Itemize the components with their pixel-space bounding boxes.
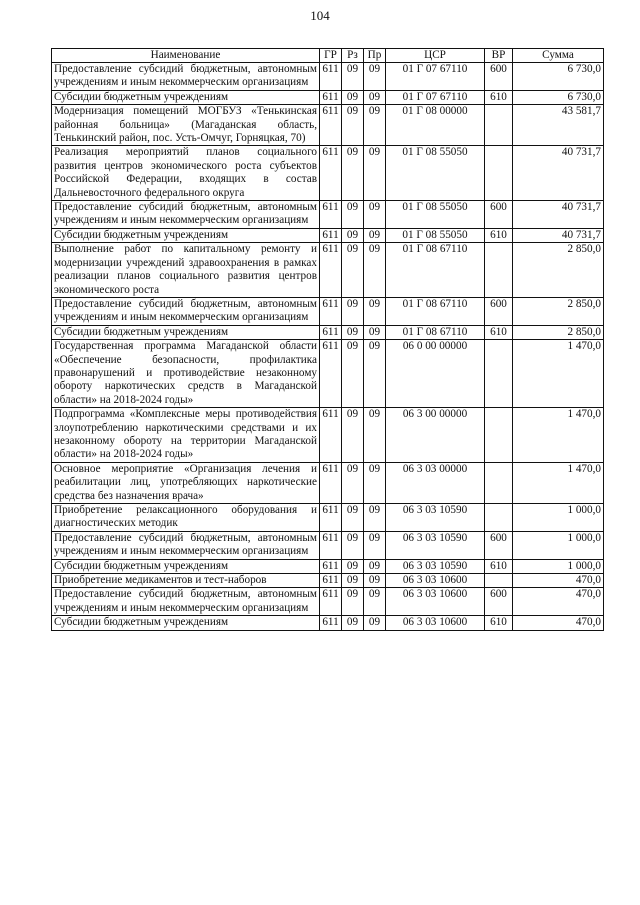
cell-vr <box>485 243 513 298</box>
cell-pr: 09 <box>364 462 386 503</box>
cell-pr: 09 <box>364 228 386 242</box>
column-header-pr: Пр <box>364 49 386 63</box>
table-row <box>52 531 604 559</box>
cell-csr: 06 3 03 00000 <box>386 462 485 503</box>
cell-rz: 09 <box>342 146 364 201</box>
cell-pr: 09 <box>364 325 386 339</box>
cell-vr: 610 <box>485 559 513 573</box>
cell-pr: 09 <box>364 531 386 559</box>
cell-name: Предоставление субсидий бюджетным, автономным учреждениям и иным некоммерческим организациям <box>52 531 320 559</box>
cell-gr: 611 <box>320 462 342 503</box>
cell-gr: 611 <box>320 504 342 532</box>
cell-name: Предоставление субсидий бюджетным, автономным учреждениям и иным некоммерческим организациям <box>52 588 320 616</box>
cell-vr <box>485 504 513 532</box>
cell-sum: 40 731,7 <box>513 201 604 229</box>
table-row <box>52 340 604 408</box>
cell-sum: 1 000,0 <box>513 531 604 559</box>
cell-name: Выполнение работ по капитальному ремонту и модернизации учреждений здравоохранения в рамках реализации планов социального развития центров экономического роста <box>52 243 320 298</box>
cell-vr <box>485 105 513 146</box>
cell-vr <box>485 408 513 463</box>
cell-pr: 09 <box>364 340 386 408</box>
cell-csr: 06 3 03 10600 <box>386 588 485 616</box>
cell-vr: 600 <box>485 531 513 559</box>
budget-table <box>51 48 604 631</box>
cell-gr: 611 <box>320 616 342 630</box>
cell-gr: 611 <box>320 105 342 146</box>
cell-csr: 06 3 03 10590 <box>386 559 485 573</box>
cell-name: Субсидии бюджетным учреждениям <box>52 616 320 630</box>
cell-name: Приобретение релаксационного оборудования и диагностических методик <box>52 504 320 532</box>
cell-sum: 470,0 <box>513 574 604 588</box>
cell-gr: 611 <box>320 574 342 588</box>
table-row <box>52 559 604 573</box>
cell-sum: 2 850,0 <box>513 243 604 298</box>
cell-sum: 40 731,7 <box>513 228 604 242</box>
cell-csr: 01 Г 08 55050 <box>386 228 485 242</box>
cell-vr: 610 <box>485 325 513 339</box>
cell-rz: 09 <box>342 408 364 463</box>
cell-pr: 09 <box>364 574 386 588</box>
cell-name: Подпрограмма «Комплексные меры противодействия злоупотреблению наркотическими средствами и их незаконному обороту на территории Магаданской области» на 2018-2024 годы» <box>52 408 320 463</box>
cell-gr: 611 <box>320 243 342 298</box>
cell-gr: 611 <box>320 559 342 573</box>
cell-csr: 01 Г 07 67110 <box>386 90 485 104</box>
table-row <box>52 462 604 503</box>
cell-gr: 611 <box>320 340 342 408</box>
table-row <box>52 146 604 201</box>
cell-sum: 2 850,0 <box>513 325 604 339</box>
cell-csr: 06 3 03 10600 <box>386 616 485 630</box>
cell-sum: 1 000,0 <box>513 559 604 573</box>
table-row <box>52 574 604 588</box>
cell-csr: 06 3 03 10590 <box>386 504 485 532</box>
cell-pr: 09 <box>364 588 386 616</box>
column-header-csr: ЦСР <box>386 49 485 63</box>
table-row <box>52 63 604 91</box>
table-header-row <box>52 49 604 63</box>
cell-rz: 09 <box>342 504 364 532</box>
page-number: 104 <box>310 8 330 23</box>
cell-csr: 01 Г 08 00000 <box>386 105 485 146</box>
cell-pr: 09 <box>364 105 386 146</box>
cell-csr: 01 Г 08 55050 <box>386 201 485 229</box>
cell-sum: 43 581,7 <box>513 105 604 146</box>
column-header-name: Наименование <box>52 49 320 63</box>
cell-name: Приобретение медикаментов и тест-наборов <box>52 574 320 588</box>
cell-csr: 01 Г 08 67110 <box>386 325 485 339</box>
cell-name: Основное мероприятие «Организация лечения и реабилитации лиц, употребляющих наркотические средства без назначения врача» <box>52 462 320 503</box>
table-row <box>52 201 604 229</box>
table-row <box>52 325 604 339</box>
cell-gr: 611 <box>320 325 342 339</box>
cell-name: Предоставление субсидий бюджетным, автономным учреждениям и иным некоммерческим организациям <box>52 201 320 229</box>
cell-name: Субсидии бюджетным учреждениям <box>52 228 320 242</box>
cell-sum: 40 731,7 <box>513 146 604 201</box>
cell-vr: 610 <box>485 228 513 242</box>
cell-gr: 611 <box>320 531 342 559</box>
cell-csr: 01 Г 08 55050 <box>386 146 485 201</box>
table-row <box>52 297 604 325</box>
cell-rz: 09 <box>342 616 364 630</box>
table-body <box>52 63 604 631</box>
cell-name: Реализация мероприятий планов социального развития центров экономического роста субъектов Российской Федерации, входящих в состав Дальневосточного федерального округа <box>52 146 320 201</box>
cell-pr: 09 <box>364 559 386 573</box>
cell-csr: 06 3 03 10590 <box>386 531 485 559</box>
cell-gr: 611 <box>320 408 342 463</box>
table-row <box>52 588 604 616</box>
cell-rz: 09 <box>342 574 364 588</box>
cell-csr: 06 3 03 10600 <box>386 574 485 588</box>
cell-gr: 611 <box>320 146 342 201</box>
cell-sum: 6 730,0 <box>513 90 604 104</box>
table-row <box>52 243 604 298</box>
column-header-sum: Сумма <box>513 49 604 63</box>
cell-rz: 09 <box>342 243 364 298</box>
cell-name: Субсидии бюджетным учреждениям <box>52 559 320 573</box>
cell-vr: 600 <box>485 201 513 229</box>
cell-sum: 1 470,0 <box>513 408 604 463</box>
cell-csr: 01 Г 07 67110 <box>386 63 485 91</box>
cell-gr: 611 <box>320 90 342 104</box>
cell-vr: 600 <box>485 63 513 91</box>
cell-rz: 09 <box>342 588 364 616</box>
cell-csr: 06 0 00 00000 <box>386 340 485 408</box>
table-row <box>52 90 604 104</box>
cell-pr: 09 <box>364 243 386 298</box>
table-row <box>52 616 604 630</box>
cell-vr: 610 <box>485 90 513 104</box>
cell-name: Субсидии бюджетным учреждениям <box>52 325 320 339</box>
cell-sum: 6 730,0 <box>513 63 604 91</box>
cell-sum: 1 000,0 <box>513 504 604 532</box>
cell-name: Государственная программа Магаданской области «Обеспечение безопасности, профилактика правонарушений и противодействие незаконному обороту наркотических средств в Магаданской области» на 2018-2024 годы» <box>52 340 320 408</box>
cell-pr: 09 <box>364 63 386 91</box>
cell-rz: 09 <box>342 90 364 104</box>
cell-rz: 09 <box>342 63 364 91</box>
cell-name: Предоставление субсидий бюджетным, автономным учреждениям и иным некоммерческим организациям <box>52 297 320 325</box>
cell-vr <box>485 146 513 201</box>
cell-rz: 09 <box>342 559 364 573</box>
cell-vr <box>485 574 513 588</box>
cell-vr <box>485 462 513 503</box>
cell-rz: 09 <box>342 228 364 242</box>
cell-sum: 470,0 <box>513 616 604 630</box>
cell-rz: 09 <box>342 462 364 503</box>
cell-rz: 09 <box>342 325 364 339</box>
table-row <box>52 408 604 463</box>
cell-rz: 09 <box>342 297 364 325</box>
cell-rz: 09 <box>342 531 364 559</box>
cell-pr: 09 <box>364 616 386 630</box>
cell-gr: 611 <box>320 297 342 325</box>
cell-sum: 2 850,0 <box>513 297 604 325</box>
cell-sum: 470,0 <box>513 588 604 616</box>
cell-pr: 09 <box>364 90 386 104</box>
cell-pr: 09 <box>364 146 386 201</box>
table-row <box>52 504 604 532</box>
cell-pr: 09 <box>364 201 386 229</box>
cell-name: Модернизация помещений МОГБУЗ «Тенькинская районная больница» (Магаданская область, Тенькинский район, пос. Усть-Омчуг, Горняцкая, 70) <box>52 105 320 146</box>
cell-vr: 600 <box>485 588 513 616</box>
cell-csr: 01 Г 08 67110 <box>386 243 485 298</box>
cell-rz: 09 <box>342 340 364 408</box>
cell-vr: 600 <box>485 297 513 325</box>
cell-name: Предоставление субсидий бюджетным, автономным учреждениям и иным некоммерческим организациям <box>52 63 320 91</box>
cell-gr: 611 <box>320 201 342 229</box>
column-header-vr: ВР <box>485 49 513 63</box>
cell-pr: 09 <box>364 504 386 532</box>
cell-sum: 1 470,0 <box>513 462 604 503</box>
column-header-rz: Рз <box>342 49 364 63</box>
cell-rz: 09 <box>342 201 364 229</box>
cell-rz: 09 <box>342 105 364 146</box>
cell-pr: 09 <box>364 408 386 463</box>
cell-csr: 06 3 00 00000 <box>386 408 485 463</box>
cell-sum: 1 470,0 <box>513 340 604 408</box>
cell-pr: 09 <box>364 297 386 325</box>
cell-name: Субсидии бюджетным учреждениям <box>52 90 320 104</box>
cell-gr: 611 <box>320 228 342 242</box>
table-row <box>52 105 604 146</box>
cell-gr: 611 <box>320 63 342 91</box>
cell-csr: 01 Г 08 67110 <box>386 297 485 325</box>
table-row <box>52 228 604 242</box>
cell-vr <box>485 340 513 408</box>
column-header-gr: ГР <box>320 49 342 63</box>
cell-gr: 611 <box>320 588 342 616</box>
cell-vr: 610 <box>485 616 513 630</box>
